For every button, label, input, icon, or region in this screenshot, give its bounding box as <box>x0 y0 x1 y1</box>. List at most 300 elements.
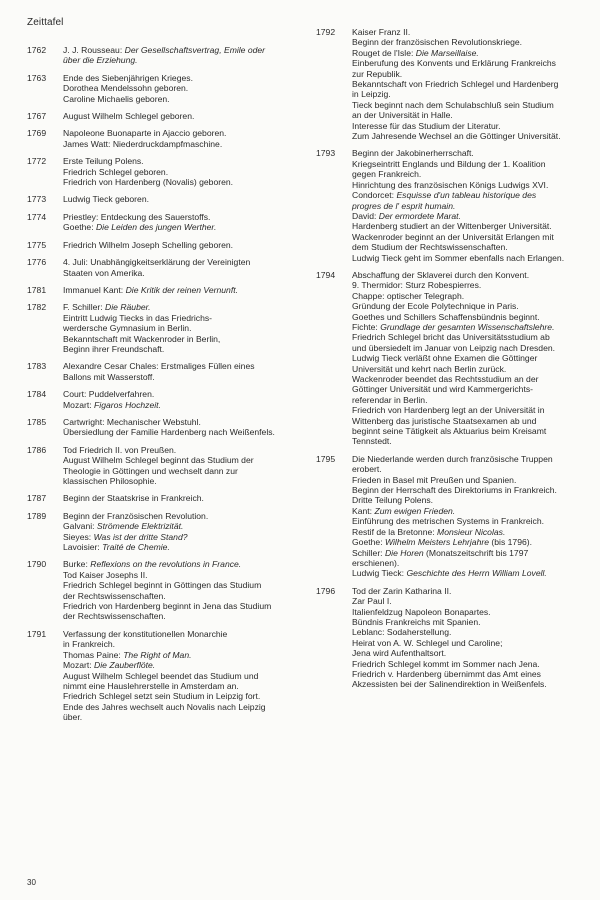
timeline-entry <box>316 27 591 141</box>
event-line <box>63 601 310 611</box>
event-text: erobert. <box>352 464 382 475</box>
event-text: Friedrich Schlegel geboren. <box>63 166 169 177</box>
event-text: Tennstedt. <box>352 436 392 447</box>
event-line <box>352 527 591 537</box>
timeline-event-text <box>352 148 591 262</box>
event-line <box>63 372 310 382</box>
event-line <box>352 190 591 200</box>
event-line <box>352 495 591 505</box>
event-line <box>63 639 310 649</box>
event-line <box>352 343 591 353</box>
event-line <box>352 548 591 558</box>
event-text: Verfassung der konstitutionellen Monarchie <box>63 628 228 639</box>
event-text: in Frankreich. <box>63 639 116 650</box>
event-text: über. <box>63 712 83 723</box>
event-text: Friedrich von Hardenberg (Novalis) geboren. <box>63 177 234 188</box>
work-title: Die Marseillaise. <box>415 47 479 58</box>
event-text: Schiller: <box>352 547 385 558</box>
timeline-event-text <box>63 156 310 187</box>
event-line <box>63 55 310 65</box>
event-text: Übersiedlung der Familie Hardenberg nach Weißenfels. <box>63 427 275 438</box>
timeline-year: 1792 <box>316 27 336 37</box>
timeline-year: 1793 <box>316 148 336 159</box>
event-line <box>63 493 310 503</box>
timeline-entry <box>316 270 591 447</box>
event-text: Erste Teilung Polens. <box>63 156 144 167</box>
event-line <box>63 611 310 621</box>
event-line <box>63 156 310 166</box>
event-text: (Monatszeitschrift bis 1797 <box>423 547 529 558</box>
event-line <box>63 466 310 476</box>
timeline-entry <box>27 445 310 487</box>
timeline-year: 1762 <box>27 45 47 55</box>
timeline-entry <box>316 454 591 579</box>
event-text: Zar Paul I. <box>352 596 392 607</box>
timeline-entry <box>27 212 310 233</box>
timeline-year: 1775 <box>27 239 47 250</box>
timeline-entry <box>27 389 310 410</box>
event-text: Dorothea Mendelssohn geboren. <box>63 83 189 94</box>
event-line <box>63 83 310 93</box>
timeline-year: 1763 <box>27 72 47 83</box>
page-title: Zeittafel <box>27 17 64 28</box>
timeline-column-left <box>27 45 310 730</box>
work-title: Was ist der dritte Stand? <box>93 531 188 542</box>
event-line <box>63 177 310 187</box>
work-title: Grundlage der gesamten Wissenschaftslehre. <box>380 321 555 332</box>
event-line <box>352 426 591 436</box>
timeline-year: 1790 <box>27 559 47 570</box>
timeline-event-text <box>63 111 310 121</box>
event-line <box>63 476 310 486</box>
event-text: Staaten von Amerika. <box>63 267 145 278</box>
work-title: Monsieur Nicolas. <box>437 526 506 537</box>
event-text: Göttinger Universität und wird Kammergerichts- <box>352 384 534 395</box>
timeline-event-text <box>63 285 310 295</box>
timeline-event-text <box>352 454 591 579</box>
timeline-event-text <box>63 511 310 553</box>
event-text: Akzessisten bei der Salinendirektion in Weißenfels. <box>352 679 547 690</box>
event-text: Friedrich Wilhelm Joseph Schelling geboren. <box>63 239 234 250</box>
timeline-year: 1782 <box>27 302 47 313</box>
timeline-event-text <box>352 586 591 690</box>
work-title: progres de l' esprit humain. <box>352 200 456 211</box>
event-line <box>352 280 591 290</box>
work-title: Der Gesellschaftsvertrag, Emile oder <box>124 45 266 55</box>
event-line <box>63 629 310 639</box>
event-line <box>63 542 310 552</box>
event-line <box>352 568 591 578</box>
timeline-year: 1774 <box>27 211 47 222</box>
event-text: Alexandre Cesar Chales: Erstmaliges Füllen eines <box>63 361 255 372</box>
event-line <box>63 111 310 121</box>
event-line <box>352 232 591 242</box>
event-line <box>352 659 591 669</box>
event-text: der Rechtswissenschaften. <box>63 590 166 601</box>
event-text: Ende des Siebenjährigen Krieges. <box>63 72 193 83</box>
event-text: und übersiedelt im Januar von Leipzig nach Dresden. <box>352 342 556 353</box>
event-line <box>352 322 591 332</box>
event-line <box>352 648 591 658</box>
event-text: Lavoisier: <box>63 542 103 553</box>
event-line <box>352 617 591 627</box>
event-line <box>63 389 310 399</box>
event-line <box>63 681 310 691</box>
event-text: Sieyes: <box>63 531 94 542</box>
event-line <box>63 660 310 670</box>
event-line <box>63 671 310 681</box>
event-text: Beginn der französischen Revolutionskriege. <box>352 37 523 48</box>
event-line <box>63 94 310 104</box>
timeline-year: 1794 <box>316 269 336 280</box>
work-title: Die Räuber. <box>105 302 151 313</box>
event-line <box>63 559 310 569</box>
timeline-event-text <box>63 417 310 438</box>
event-line <box>352 301 591 311</box>
event-text: Jena wird Aufenthaltsort. <box>352 648 447 659</box>
work-title: Die Kritik der reinen Vernunft. <box>125 284 238 295</box>
timeline-entry <box>316 148 591 262</box>
event-line <box>352 148 591 158</box>
event-line <box>63 400 310 410</box>
event-line <box>352 454 591 464</box>
timeline-event-text <box>63 240 310 250</box>
event-text: Fichte: <box>352 321 381 332</box>
timeline-event-text <box>63 445 310 487</box>
timeline-event-text <box>63 389 310 410</box>
event-text: Beginn ihrer Freundschaft. <box>63 343 165 354</box>
event-line <box>352 384 591 394</box>
timeline-year: 1796 <box>316 585 336 596</box>
work-title: Zum ewigen Frieden. <box>374 505 456 516</box>
timeline-event-text <box>352 27 591 141</box>
event-text: Ludwig Tieck verläßt ohne Examen die Göttinger <box>352 353 538 364</box>
timeline-entry <box>27 511 310 553</box>
event-line <box>63 302 310 312</box>
event-line <box>63 268 310 278</box>
event-line <box>63 73 310 83</box>
event-text: F. Schiller: <box>63 302 106 313</box>
event-text: zur Republik. <box>352 68 403 79</box>
event-line <box>352 627 591 637</box>
event-text: Kriegseintritt Englands und Bildung der 1. Koalition <box>352 158 546 169</box>
event-text: Wackenroder beendet das Rechtsstudium an der <box>352 374 539 384</box>
timeline-entry <box>27 361 310 382</box>
event-text: Ludwig Tieck: <box>352 568 407 579</box>
event-line <box>63 691 310 701</box>
work-title: Wilhelm Meisters Lehrjahre <box>384 537 490 548</box>
timeline-event-text <box>63 128 310 149</box>
event-line <box>352 48 591 58</box>
event-text: dem Studium der Rechtswissenschaften. <box>352 242 508 253</box>
event-text: Tod der Zarin Katharina II. <box>352 585 452 596</box>
timeline-event-text <box>63 302 310 354</box>
event-text: Friedrich von Hardenberg legt an der Universität in <box>352 405 545 416</box>
event-text: Ludwig Tieck geboren. <box>63 194 149 205</box>
event-text: Court: Puddelverfahren. <box>63 389 155 400</box>
event-text: Friedrich Schlegel kommt im Sommer nach Jena. <box>352 658 540 669</box>
event-text: erschienen). <box>352 557 400 568</box>
event-text: in Leipzig. <box>352 89 391 100</box>
event-text: Mozart: <box>63 399 95 410</box>
timeline-entry <box>27 240 310 250</box>
event-text: Napoleone Buonaparte in Ajaccio geboren. <box>63 128 227 139</box>
event-line <box>352 291 591 301</box>
timeline-entry <box>27 194 310 204</box>
event-line <box>352 242 591 252</box>
timeline-event-text <box>63 257 310 278</box>
event-text: Friedrich Schlegel beginnt in Göttingen das Studium <box>63 580 262 591</box>
event-line <box>63 212 310 222</box>
timeline-entry <box>27 73 310 104</box>
work-title: Der ermordete Marat. <box>378 210 461 221</box>
event-line <box>352 364 591 374</box>
event-line <box>63 445 310 455</box>
work-title: Esquisse d'un tableau historique des <box>396 190 537 201</box>
event-line <box>352 100 591 110</box>
timeline-entry <box>27 45 310 66</box>
event-line <box>63 139 310 149</box>
event-line <box>352 596 591 606</box>
event-text: Mozart: <box>63 660 95 671</box>
event-line <box>63 532 310 542</box>
event-line <box>63 650 310 660</box>
timeline-entry <box>27 629 310 723</box>
event-line <box>352 353 591 363</box>
event-line <box>63 194 310 204</box>
timeline-entry <box>316 586 591 690</box>
event-text: Beginn der Jakobinerherrschaft. <box>352 148 474 159</box>
timeline-event-text <box>352 270 591 447</box>
event-line <box>63 334 310 344</box>
event-line <box>63 712 310 722</box>
event-line <box>352 405 591 415</box>
event-text: 4. Juli: Unabhängigkeitserklärung der Vereinigten <box>63 257 251 268</box>
event-text: nimmt eine Hauslehrerstelle in Amsterdam an. <box>63 680 239 691</box>
event-text: Bündnis Frankreichs mit Spanien. <box>352 616 481 627</box>
event-line <box>352 332 591 342</box>
work-title: Strömende Elektrizität. <box>96 521 184 532</box>
event-line <box>63 240 310 250</box>
event-line <box>352 131 591 141</box>
event-line <box>63 591 310 601</box>
event-line <box>352 270 591 280</box>
event-line <box>352 221 591 231</box>
timeline-entry <box>27 257 310 278</box>
timeline-year: 1783 <box>27 361 47 372</box>
event-line <box>352 679 591 689</box>
event-line <box>352 395 591 405</box>
event-line <box>63 257 310 267</box>
event-line <box>352 69 591 79</box>
event-text: Friedrich von Hardenberg beginnt in Jena das Studium <box>63 601 272 612</box>
event-line <box>352 464 591 474</box>
work-title: Die Zauberflöte. <box>94 660 156 671</box>
event-line <box>63 427 310 437</box>
event-line <box>352 475 591 485</box>
event-line <box>352 416 591 426</box>
event-text: Einberufung des Konvents und Erklärung Frankreichs <box>352 58 556 69</box>
event-text: gegen Frankreich. <box>352 169 422 180</box>
timeline-event-text <box>63 629 310 723</box>
event-text: Immanuel Kant: <box>63 284 126 295</box>
event-line <box>352 89 591 99</box>
timeline-event-text <box>63 45 310 66</box>
event-text: Ludwig Tieck geht im Sommer ebenfalls nach Erlangen. <box>352 252 565 263</box>
event-text: 9. Thermidor: Sturz Robespierres. <box>352 280 482 291</box>
event-text: Thomas Paine: <box>63 649 124 660</box>
timeline-entry <box>27 302 310 354</box>
event-text: Interesse für das Studium der Literatur. <box>352 120 501 131</box>
timeline-year: 1786 <box>27 444 47 455</box>
event-line <box>352 312 591 322</box>
event-line <box>63 285 310 295</box>
event-text: Cartwright: Mechanischer Webstuhl. <box>63 416 201 427</box>
timeline-year: 1791 <box>27 628 47 639</box>
event-text: Restif de la Bretonne: <box>352 526 438 537</box>
event-line <box>352 27 591 37</box>
event-text: Tod Friedrich II. von Preußen. <box>63 444 177 455</box>
event-text: der Rechtswissenschaften. <box>63 611 166 622</box>
event-text: Ende des Jahres wechselt auch Novalis nach Leipzig <box>63 701 266 712</box>
event-text: Galvani: <box>63 521 97 532</box>
event-line <box>352 485 591 495</box>
timeline-year: 1776 <box>27 257 47 268</box>
event-line <box>63 702 310 712</box>
event-line <box>63 570 310 580</box>
event-line <box>352 211 591 221</box>
timeline-year: 1787 <box>27 493 47 504</box>
event-line <box>63 417 310 427</box>
event-line <box>352 669 591 679</box>
event-text: Kaiser Franz II. <box>352 27 411 37</box>
event-line <box>352 506 591 516</box>
event-line <box>352 374 591 384</box>
timeline-entry <box>27 111 310 121</box>
event-line <box>63 511 310 521</box>
event-line <box>352 558 591 568</box>
event-text: Einführung des metrischen Systems in Frankreich. <box>352 516 545 527</box>
work-title: Die Leiden des jungen Werther. <box>95 222 217 233</box>
event-line <box>352 201 591 211</box>
event-text: Bekanntschaft von Friedrich Schlegel und Hardenberg <box>352 79 559 90</box>
timeline-entry <box>27 156 310 187</box>
event-text: Universität und kehrt nach Berlin zurück. <box>352 363 507 374</box>
event-line <box>352 586 591 596</box>
event-text: Beginn der Staatskrise in Frankreich. <box>63 493 204 504</box>
event-text: Goethes und Schillers Schaffensbündnis beginnt. <box>352 311 540 322</box>
event-line <box>352 37 591 47</box>
event-text: Hinrichtung des französischen Königs Ludwigs XVI. <box>352 179 549 190</box>
event-line <box>63 361 310 371</box>
event-line <box>352 516 591 526</box>
timeline-event-text <box>63 493 310 503</box>
event-text: Friedrich Schlegel bricht das Universitätsstudium ab <box>352 332 550 343</box>
event-text: Hardenberg studiert an der Wittenberger Universität. <box>352 221 552 232</box>
event-line <box>352 79 591 89</box>
timeline-entry <box>27 128 310 149</box>
work-title: Traité de Chemie. <box>102 542 170 553</box>
event-text: Italienfeldzug Napoleon Bonapartes. <box>352 606 491 617</box>
timeline-entry <box>27 493 310 503</box>
event-text: Wackenroder beginnt an der Universität Erlangen mit <box>352 231 554 242</box>
event-text: Heirat von A. W. Schlegel und Caroline; <box>352 637 503 648</box>
event-text: Frieden in Basel mit Preußen und Spanien. <box>352 474 517 485</box>
event-line <box>352 110 591 120</box>
event-line <box>352 436 591 446</box>
timeline-year: 1767 <box>27 111 47 122</box>
event-text: Die Niederlande werden durch französische Truppen <box>352 453 553 464</box>
timeline-entry <box>27 559 310 621</box>
event-text: an der Universität in Halle. <box>352 110 453 121</box>
event-line <box>352 607 591 617</box>
work-title: The Right of Man. <box>123 649 192 660</box>
event-text: Abschaffung der Sklaverei durch den Konvent. <box>352 269 530 280</box>
event-text: Rouget de l'Isle: <box>352 47 416 58</box>
timeline-year: 1784 <box>27 389 47 400</box>
event-text: Condorcet: <box>352 190 397 201</box>
event-text: Leblanc: Sodaherstellung. <box>352 627 452 638</box>
event-text: August Wilhelm Schlegel geboren. <box>63 111 195 122</box>
event-text: August Wilhelm Schlegel beginnt das Studium der <box>63 455 254 466</box>
work-title: Geschichte des Herrn William Lovell. <box>406 568 547 579</box>
event-text: Bekanntschaft mit Wackenroder in Berlin, <box>63 333 221 344</box>
event-text: Friedrich Schlegel setzt sein Studium in Leipzig fort. <box>63 691 261 702</box>
event-text: Ballons mit Wasserstoff. <box>63 371 155 382</box>
timeline-year: 1773 <box>27 194 47 205</box>
event-line <box>63 521 310 531</box>
event-text: Tieck beginnt nach dem Schulabschluß sein Studium <box>352 99 554 110</box>
event-text: Priestley: Entdeckung des Sauerstoffs. <box>63 211 211 222</box>
event-text: Zum Jahresende Wechsel an die Göttinger Universität. <box>352 131 561 142</box>
event-text: Beginn der Herrschaft des Direktoriums in Frankreich. <box>352 485 557 496</box>
event-text: werdersche Gymnasium in Berlin. <box>63 323 192 334</box>
event-text: Tod Kaiser Josephs II. <box>63 569 148 580</box>
event-text: James Watt: Niederdruckdampfmaschine. <box>63 138 223 149</box>
event-text: Kant: <box>352 505 375 516</box>
event-text: J. J. Rousseau: <box>63 45 125 55</box>
work-title: Die Horen <box>384 547 424 558</box>
timeline-year: 1795 <box>316 453 336 464</box>
timeline-year: 1769 <box>27 128 47 139</box>
event-line <box>63 128 310 138</box>
timeline-event-text <box>63 212 310 233</box>
event-text: Caroline Michaelis geboren. <box>63 93 170 104</box>
event-text: Dritte Teilung Polens. <box>352 495 434 506</box>
event-text: (bis 1796). <box>489 537 533 548</box>
event-line <box>352 638 591 648</box>
event-line <box>63 167 310 177</box>
timeline-year: 1789 <box>27 510 47 521</box>
event-line <box>352 537 591 547</box>
event-line <box>63 580 310 590</box>
event-text: David: <box>352 210 379 221</box>
event-line <box>352 58 591 68</box>
event-line <box>63 45 310 55</box>
event-text: referendar in Berlin. <box>352 394 428 405</box>
event-text: Beginn der Französischen Revolution. <box>63 510 209 521</box>
event-text: Eintritt Ludwig Tiecks in das Friedrichs- <box>63 312 213 323</box>
event-line <box>352 121 591 131</box>
page-number: 30 <box>27 878 36 887</box>
timeline-entry <box>27 417 310 438</box>
event-line <box>63 222 310 232</box>
event-line <box>352 180 591 190</box>
event-line <box>63 313 310 323</box>
timeline-column-right <box>316 27 591 697</box>
timeline-year: 1785 <box>27 416 47 427</box>
timeline-event-text <box>63 194 310 204</box>
